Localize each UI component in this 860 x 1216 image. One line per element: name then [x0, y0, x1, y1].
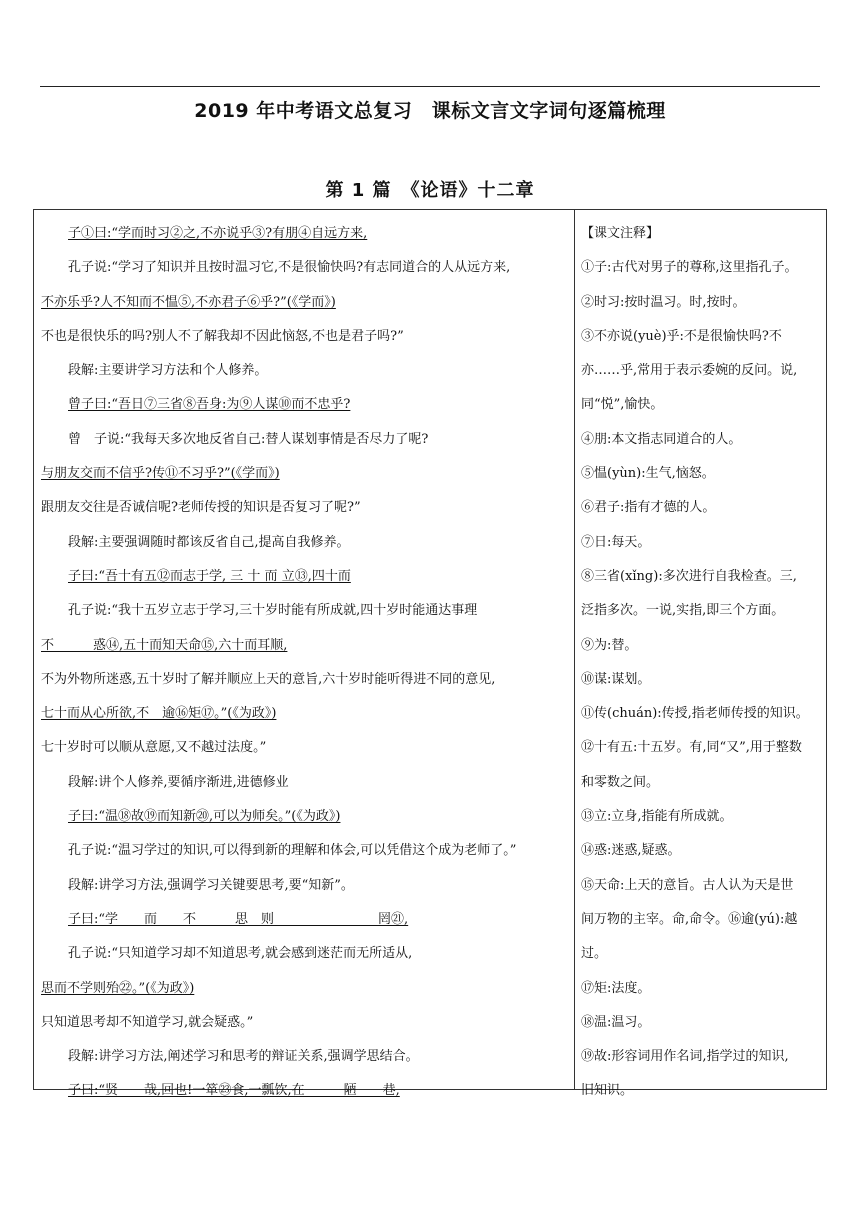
note-item: ⑰矩:法度。: [581, 980, 651, 996]
section-title: 第 1 篇 《论语》十二章: [325, 180, 535, 201]
classical-text-line: [41, 629, 574, 663]
line-text: 思而不学则殆㉒。”(《为政》): [41, 980, 195, 996]
line-text: 不 惑⑭,五十而知天命⑮,六十而耳顺,: [41, 637, 288, 653]
text-line: [41, 526, 574, 560]
classical-text-line: [41, 972, 574, 1006]
note-item: ⑲故:形容词用作名词,指学过的知识,: [581, 1049, 789, 1065]
line-text: 七十而从心所欲,不 逾⑯矩⑰。”(《为政》): [41, 706, 277, 722]
text-translation-column: [34, 210, 575, 1099]
line-text: 曾 子说:“我每天多次地反省自己:替人谋划事情是否尽力了呢?: [68, 431, 429, 447]
note-item: ⑧三省(xǐng):多次进行自我检查。三,: [581, 568, 797, 584]
line-text: 段解:讲学习方法,阐述学习和思考的辩证关系,强调学思结合。: [68, 1049, 419, 1065]
classical-text-line: [41, 217, 574, 251]
note-item: ②时习:按时温习。时,按时。: [581, 294, 746, 310]
text-line: [41, 320, 574, 354]
line-text: 子曰:“学 而 不 思 则 罔㉑,: [68, 911, 409, 927]
text-line: [41, 834, 574, 868]
text-line: [41, 766, 574, 800]
text-line: [41, 1040, 574, 1074]
line-text: 孔子说:“只知道学习却不知道思考,就会感到迷茫而无所适从,: [68, 946, 413, 962]
text-line: [41, 423, 574, 457]
note-item: 过。: [581, 946, 608, 962]
line-text: 曾子曰:“吾日⑦三省⑧吾身:为⑨人谋⑩而不忠乎?: [68, 397, 351, 413]
line-text: 子曰:“贤 哉,回也!一箪㉓食,一瓢饮,在 陋 巷,: [68, 1083, 400, 1099]
note-item: 旧知识。: [581, 1083, 634, 1099]
notes-heading: 【课文注释】: [581, 226, 660, 241]
note-item: ⑤愠(yùn):生气,恼怒。: [581, 466, 715, 482]
note-item: 间万物的主宰。命,命令。⑯逾(yú):越: [581, 911, 798, 927]
header-rule: [40, 86, 820, 87]
note-item: ⑱温:温习。: [581, 1014, 651, 1030]
line-text: 与朋友交而不信乎?传⑪不习乎?”(《学而》): [41, 466, 280, 482]
line-text: 只知道思考却不知道学习,就会疑惑。”: [41, 1014, 254, 1030]
line-text: 子曰:“温⑱故⑲而知新⑳,可以为师矣。”(《为政》): [68, 809, 341, 825]
classical-text-line: [41, 286, 574, 320]
note-item: ⑨为:替。: [581, 637, 638, 653]
note-item: ⑬立:立身,指能有所成就。: [581, 809, 733, 825]
line-text: 孔子说:“我十五岁立志于学习,三十岁时能有所成就,四十岁时能通达事理: [68, 603, 478, 619]
classical-text-line: [41, 697, 574, 731]
note-item: ⑫十有五:十五岁。有,同“又”,用于整数: [581, 740, 802, 756]
text-line: [41, 663, 574, 697]
text-line: [41, 354, 574, 388]
note-item: 和零数之间。: [581, 774, 660, 790]
classical-text-line: [41, 457, 574, 491]
note-item: ⑮天命:上天的意旨。古人认为天是世: [581, 877, 794, 893]
note-item: ⑪传(chuán):传授,指老师传授的知识。: [581, 706, 809, 722]
line-text: 子曰:“吾十有五⑫而志于学, 三 十 而 立⑬,四十而: [68, 568, 351, 584]
note-item: ⑥君子:指有才德的人。: [581, 500, 716, 516]
line-text: 子①曰:“学而时习②之,不亦说乎③?有朋④自远方来,: [68, 226, 368, 241]
line-text: 不也是很快乐的吗?别人不了解我却不因此恼怒,不也是君子吗?”: [41, 328, 404, 344]
line-text: 段解:主要强调随时都该反省自己,提高自我修养。: [68, 534, 350, 550]
line-text: 跟朋友交往是否诚信呢?老师传授的知识是否复习了呢?”: [41, 500, 361, 516]
notes-column: [575, 210, 826, 1099]
classical-text-line: [41, 800, 574, 834]
note-item: ④朋:本文指志同道合的人。: [581, 431, 742, 447]
line-text: 孔子说:“学习了知识并且按时温习它,不是很愉快吗?有志同道合的人从远方来,: [68, 260, 511, 276]
note-item: 泛指多次。一说,实指,即三个方面。: [581, 603, 785, 619]
text-line: [41, 491, 574, 525]
line-text: 段解:主要讲学习方法和个人修养。: [68, 363, 268, 379]
note-item: ⑩谋:谋划。: [581, 671, 651, 687]
line-text: 段解:讲个人修养,要循序渐进,进德修业: [68, 774, 289, 790]
classical-text-line: [41, 1074, 574, 1108]
text-line: [41, 594, 574, 628]
note-item: ⑭惑:迷惑,疑惑。: [581, 843, 681, 859]
note-item: ⑦日:每天。: [581, 534, 651, 550]
note-item: 亦……乎,常用于表示委婉的反问。说,: [581, 363, 798, 379]
classical-text-line: [41, 903, 574, 937]
note-item: 同“悦”,愉快。: [581, 397, 664, 413]
document-title: 2019 年中考语文总复习 课标文言文字词句逐篇梳理: [194, 100, 666, 122]
text-annotation-table: [33, 209, 827, 1099]
classical-text-line: [41, 560, 574, 594]
text-line: [41, 251, 574, 285]
line-text: 不为外物所迷惑,五十岁时了解并顺应上天的意旨,六十岁时能听得进不同的意见,: [41, 671, 496, 687]
line-text: 孔子说:“温习学过的知识,可以得到新的理解和体会,可以凭借这个成为老师了。”: [68, 843, 517, 859]
line-text: 不亦乐乎?人不知而不愠⑤,不亦君子⑥乎?”(《学而》): [41, 294, 336, 310]
text-line: [41, 731, 574, 765]
line-text: 七十岁时可以顺从意愿,又不越过法度。”: [41, 740, 267, 756]
note-item: ①子:古代对男子的尊称,这里指孔子。: [581, 260, 798, 276]
line-text: 段解:讲学习方法,强调学习关键要思考,要“知新”。: [68, 877, 354, 893]
note-item: ③不亦说(yuè)乎:不是很愉快吗?不: [581, 328, 782, 344]
text-line: [41, 1006, 574, 1040]
text-line: [41, 937, 574, 971]
text-line: [41, 869, 574, 903]
classical-text-line: [41, 388, 574, 422]
